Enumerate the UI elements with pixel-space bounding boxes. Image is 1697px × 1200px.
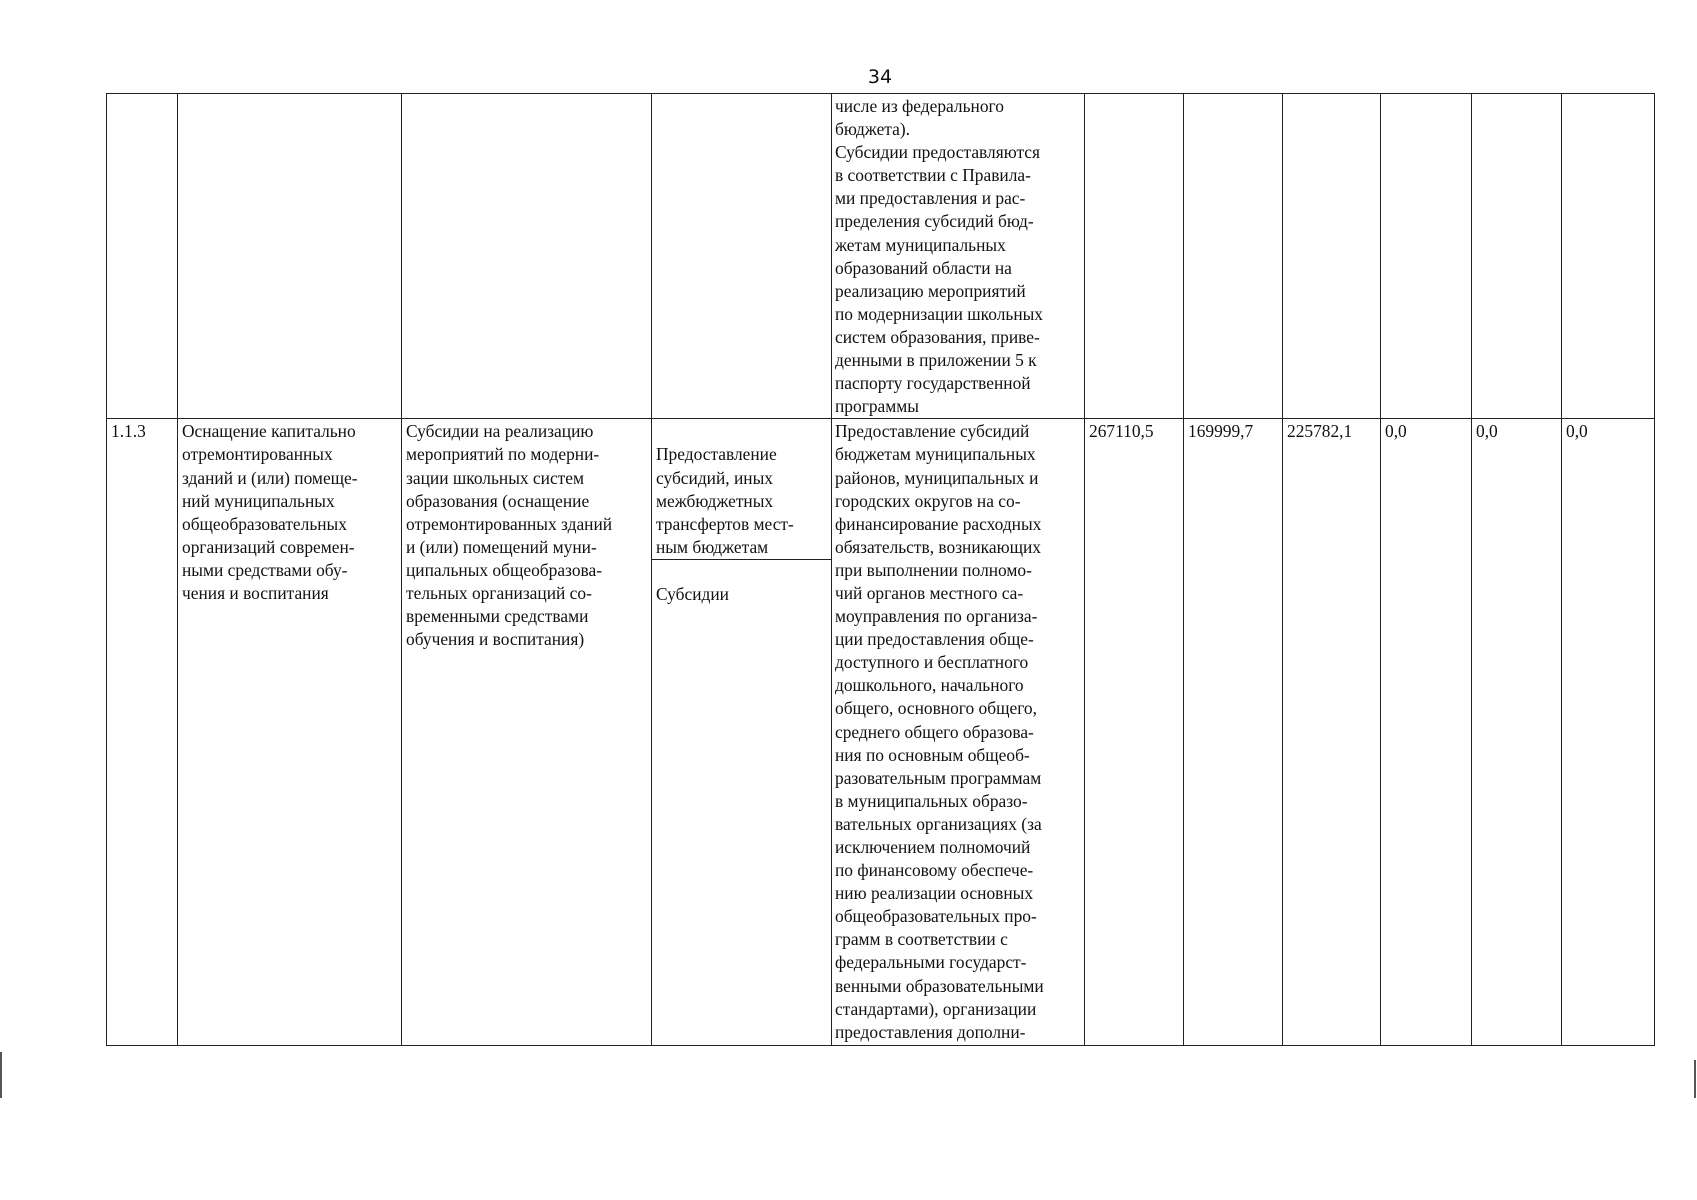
cell-mechanism	[652, 419, 832, 1046]
cell-value-empty	[1184, 94, 1283, 419]
mechanism-type: Субсидии	[656, 583, 729, 604]
cell-value: 0,0	[1562, 419, 1655, 1046]
cell-name-empty	[178, 94, 402, 419]
scan-edge-mark-left	[0, 1052, 2, 1098]
cell-value-empty	[1381, 94, 1472, 419]
cell-event: Субсидии на реализацию мероприятий по модерни- зации школьных систем образования (оснащение отремонтированных зданий и (или) помещений муни- ципальных общеобразова- тельных организаций со- временными средствами обучения и воспитания)	[402, 419, 652, 1046]
cell-description-continued: числе из федерального бюджета). Субсидии предоставляются в соответствии с Правила- ми предоставления и рас- пределения субсидий бюд- жетам муниципальных образований области на реализацию мероприятий по модернизации школьных систем образования, приве- денными в приложении 5 к паспорту государственной программы	[832, 94, 1085, 419]
cell-code-empty	[107, 94, 178, 419]
cell-value: 0,0	[1472, 419, 1562, 1046]
cell-value-empty	[1472, 94, 1562, 419]
table-row	[107, 419, 1655, 1046]
cell-value-empty	[1562, 94, 1655, 419]
cell-description: Предоставление субсидий бюджетам муниципальных районов, муниципальных и городских округов на со- финансирование расходных обязательств, возникающих при выполнении полномо- чий органов местного са- моуправления по организа- ции предоставления обще- доступного и бесплатного дошкольного, начального общего, основного общего, среднего общего образова- ния по основным общеоб- разовательным программам в муниципальных образо- вательных организациях (за исключением полномочий по финансовому обеспече- нию реализации основных общеобразовательных про- грамм в соответствии с федеральными государст- венными образовательными стандартами), организации предоставления дополни-	[832, 419, 1085, 1046]
cell-value-empty	[1283, 94, 1381, 419]
funding-table	[106, 93, 1655, 1046]
cell-code: 1.1.3	[107, 419, 178, 1046]
cell-event-empty	[402, 94, 652, 419]
cell-value: 225782,1	[1283, 419, 1381, 1046]
scan-edge-mark-right	[1694, 1060, 1696, 1098]
continuation-row	[107, 94, 1655, 419]
page-number: 34	[867, 66, 893, 88]
mechanism-text: Предоставление субсидий, иных межбюджетных трансфертов мест- ным бюджетам	[652, 443, 831, 559]
cell-value: 0,0	[1381, 419, 1472, 1046]
cell-value-empty	[1085, 94, 1184, 419]
cell-value: 169999,7	[1184, 419, 1283, 1046]
cell-mechanism-empty	[652, 94, 832, 419]
cell-name: Оснащение капитально отремонтированных зданий и (или) помеще- ний муниципальных общеобразовательных организаций современ- ными средствами обу- чения и воспитания	[178, 419, 402, 1046]
cell-value: 267110,5	[1085, 419, 1184, 1046]
